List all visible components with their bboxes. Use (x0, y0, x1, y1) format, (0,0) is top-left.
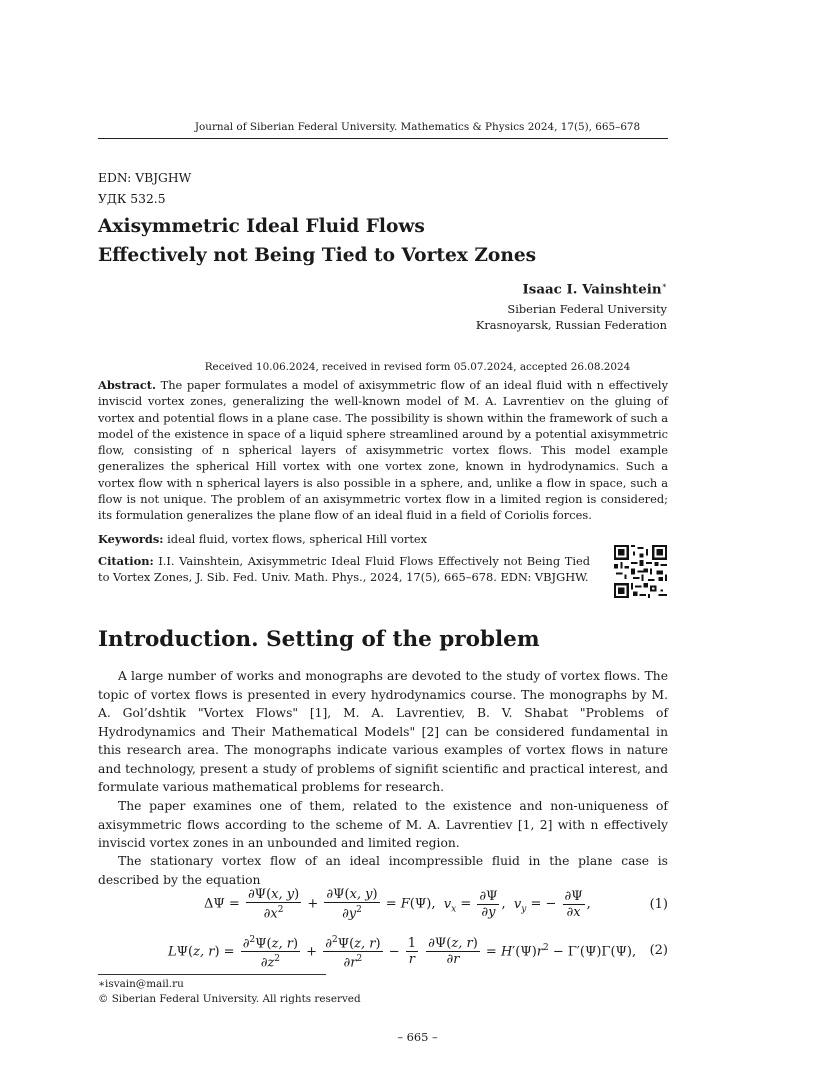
author-name (523, 281, 667, 297)
abstract-label: Abstract. (98, 378, 157, 392)
abstract (98, 377, 668, 524)
paper-title-line1: Axisymmetric Ideal Fluid Flows (98, 216, 425, 237)
intro-paragraph-3: The stationary vortex flow of an ideal incompressible fluid in the plane case is described by the equation (98, 854, 668, 887)
footnote-copyright: © Siberian Federal University. All rights reserved (98, 993, 361, 1005)
author-location: Krasnoyarsk, Russian Federation (475, 318, 667, 332)
keywords (98, 531, 668, 547)
citation-label: Citation: (98, 554, 154, 568)
qr-code-icon (614, 545, 667, 598)
paper-title-line2: Effectively not Being Tied to Vortex Zones (98, 245, 537, 266)
footnote-rule (98, 974, 326, 975)
keywords-label: Keywords: (98, 532, 164, 546)
page-number: – 665 – (397, 1030, 438, 1044)
abstract-text: The paper formulates a model of axisymmetric flow of an ideal fluid with n effectively inviscid vortex zones, generalizing the well-known model of M. A. Lavrentiev on the gluing of vortex and potential flows in a plane case. The possibility is shown within the framework of such a model of the existence in space of a liquid sphere streamlined around by a potential axisymmetric flow, consisting of n spherical layers of axisymmetric vortex flows. This model example generalizes the spherical Hill vortex with one vortex zone, known in hydrodynamics. Such a vortex flow with n spherical layers is also possible in a sphere, and, unlike a flow in space, such a flow is not unique. The problem of an axisymmetric vortex flow in a limited region is considered; its formulation generalizes the plane flow of an ideal fluid in a field of Coriolis forces. (98, 378, 669, 523)
footnote-email: ∗isvain@mail.ru (98, 978, 184, 990)
equation-2-number: (2) (649, 943, 668, 958)
equation-2-body: LΨ(z, r) = $\frac{\partial^2\Psi(z, r)}{\partial z^2}$ + $\frac{\partial^2\Psi(z, r)}{\partial r^2}$ − $\frac{1}{r}$ $\frac{\partial\Psi(z, r)}{\partial r}$ = $H'(\Psi)r^2 - \Gamma'(\Psi)\Gamma(\Psi)$, (168, 935, 637, 971)
equation-1-body: ΔΨ = $\frac{\partial\Psi(x, y)}{\partial x^2}$ + $\frac{\partial\Psi(x, y)}{\partial y^2}$ = F(Ψ), $v_x$ = $\frac{\partial\Psi}{\partial y}$ , $v_y$ = − $\frac{\partial\Psi}{\partial x}$ , (204, 887, 591, 922)
citation-text: I.I. Vainshtein, Axisymmetric Ideal Fluid Flows Effectively not Being Tied to Vortex Zones, J. Sib. Fed. Univ. Math. Phys., 2024, 17(5), 665–678. EDN: VBJGHW. (98, 554, 590, 585)
received-dates: Received 10.06.2024, received in revised form 05.07.2024, accepted 26.08.2024 (204, 361, 631, 373)
edn-code: EDN: VBJGHW (98, 171, 192, 185)
author-footnote-mark: ∗ (661, 281, 667, 290)
intro-paragraph-2: The paper examines one of them, related to the existence and non-uniqueness of axisymmetric flows according to the scheme of M. A. Lavrentiev [1, 2] with n effectively inviscid vortex zones in an unbounded and limited region. (98, 799, 668, 850)
equation-1-number: (1) (649, 897, 668, 912)
citation (98, 553, 590, 586)
keywords-text: ideal fluid, vortex flows, spherical Hill vortex (167, 532, 428, 546)
author-name-text: Isaac I. Vainshtein (522, 281, 662, 298)
intro-paragraph-1: A large number of works and monographs are devoted to the study of vortex flows. The topic of vortex flows is presented in every hydrodynamics course. The monographs by M. A. Gol’dshtik "Vortex Flows" [1], M. A. Lavrentiev, B. V. Shabat "Problems of Hydrodynamics and Their Mathematical Models" [2] can be considered fundamental in this research area. The monographs indicate various examples of vortex flows in nature and technology, present a study of problems of signifit scientific and practical interest, and formulate various mathematical problems for research. (98, 669, 668, 794)
journal-header: Journal of Siberian Federal University. Mathematics & Physics 2024, 17(5), 665–678 (194, 121, 641, 133)
header-rule (98, 138, 668, 139)
section-heading: Introduction. Setting of the problem (98, 627, 540, 652)
udk-code: УДК 532.5 (98, 192, 166, 206)
author-affiliation: Siberian Federal University (507, 302, 667, 316)
